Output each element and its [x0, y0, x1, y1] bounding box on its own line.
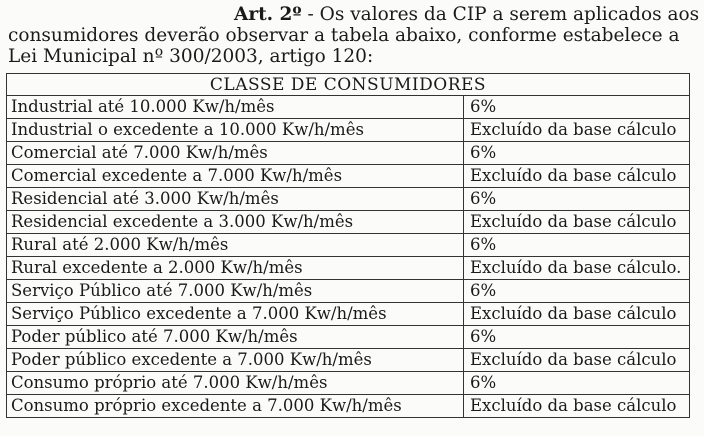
rate-cell: Excluído da base cálculo. [464, 257, 690, 280]
table-row [7, 395, 690, 418]
intro-line-1-text: - Os valores da CIP a serem aplicados aos [301, 4, 700, 25]
consumer-class-cell: Rural até 2.000 Kw/h/mês [7, 234, 464, 257]
rate-cell: Excluído da base cálculo [464, 303, 690, 326]
rate-cell: 6% [464, 280, 690, 303]
consumer-class-cell: Poder público até 7.000 Kw/h/mês [7, 326, 464, 349]
consumer-class-cell: Consumo próprio até 7.000 Kw/h/mês [7, 372, 464, 395]
table-row [7, 165, 690, 188]
intro-line-1 [8, 4, 700, 25]
table-row [7, 142, 690, 165]
table-row [7, 303, 690, 326]
table-row [7, 119, 690, 142]
table-header: CLASSE DE CONSUMIDORES [7, 74, 690, 96]
table-row [7, 96, 690, 119]
rate-cell: Excluído da base cálculo [464, 349, 690, 372]
consumer-class-cell: Rural excedente a 2.000 Kw/h/mês [7, 257, 464, 280]
consumer-class-cell: Consumo próprio excedente a 7.000 Kw/h/mês [7, 395, 464, 418]
table-row [7, 211, 690, 234]
table-header-row [7, 74, 690, 96]
consumer-class-cell: Industrial até 10.000 Kw/h/mês [7, 96, 464, 119]
table-row [7, 349, 690, 372]
table-row [7, 188, 690, 211]
consumer-class-cell: Residencial excedente a 3.000 Kw/h/mês [7, 211, 464, 234]
table-row [7, 326, 690, 349]
consumer-class-cell: Comercial até 7.000 Kw/h/mês [7, 142, 464, 165]
consumer-class-table [6, 73, 690, 418]
table-row [7, 257, 690, 280]
intro-line-3: Lei Municipal nº 300/2003, artigo 120: [8, 46, 374, 67]
intro-line-2: consumidores deverão observar a tabela abaixo, conforme estabelece a [8, 25, 680, 46]
rate-cell: 6% [464, 234, 690, 257]
rate-cell: Excluído da base cálculo [464, 211, 690, 234]
rate-cell: Excluído da base cálculo [464, 119, 690, 142]
consumer-class-cell: Industrial o excedente a 10.000 Kw/h/mês [7, 119, 464, 142]
rate-cell: 6% [464, 96, 690, 119]
table-row [7, 280, 690, 303]
article-number: Art. 2º [234, 4, 302, 25]
rate-cell: 6% [464, 188, 690, 211]
consumer-class-cell: Comercial excedente a 7.000 Kw/h/mês [7, 165, 464, 188]
rate-cell: Excluído da base cálculo [464, 165, 690, 188]
rate-cell: 6% [464, 326, 690, 349]
consumer-class-cell: Serviço Público excedente a 7.000 Kw/h/mês [7, 303, 464, 326]
rate-cell: 6% [464, 142, 690, 165]
consumer-class-cell: Residencial até 3.000 Kw/h/mês [7, 188, 464, 211]
table-body [7, 96, 690, 418]
consumer-class-cell: Poder público excedente a 7.000 Kw/h/mês [7, 349, 464, 372]
table-row [7, 234, 690, 257]
rate-cell: 6% [464, 372, 690, 395]
consumer-class-cell: Serviço Público até 7.000 Kw/h/mês [7, 280, 464, 303]
table-row [7, 372, 690, 395]
intro-paragraph [8, 4, 700, 67]
rate-cell: Excluído da base cálculo [464, 395, 690, 418]
